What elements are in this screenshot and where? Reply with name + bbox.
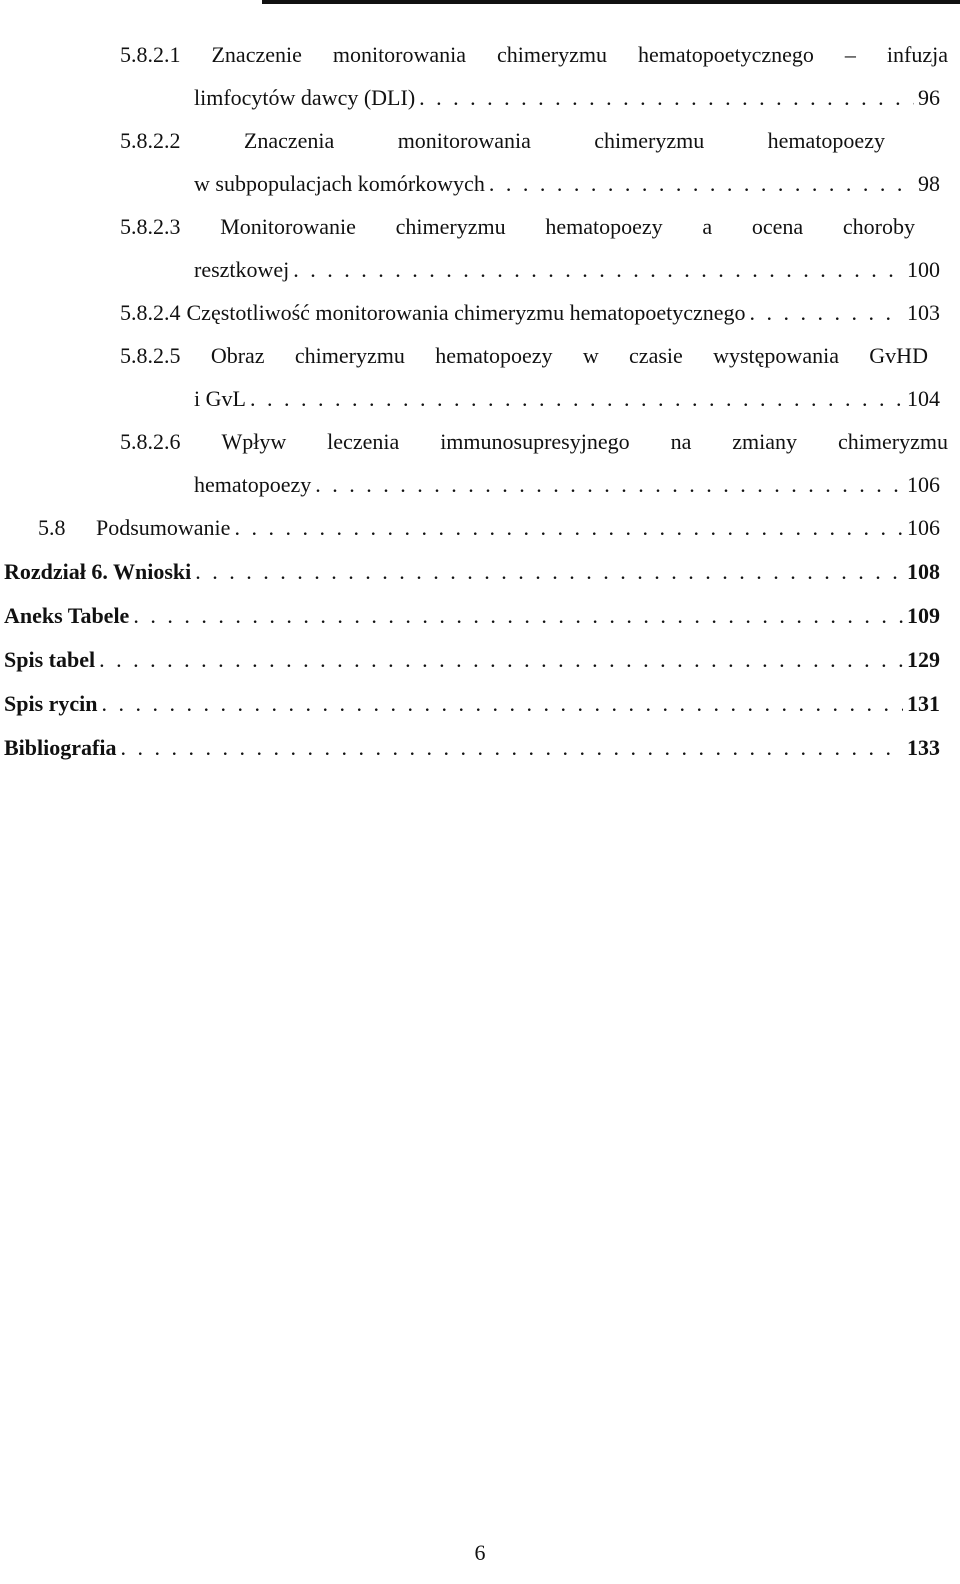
- toc-entry-5-8-2-5: [120, 343, 928, 369]
- toc-entry-title: resztkowej: [194, 257, 290, 282]
- toc-word: chimeryzmu: [395, 214, 506, 239]
- toc-word: Obraz: [210, 343, 265, 368]
- header-rule: [262, 0, 960, 4]
- toc-word: GvHD: [869, 343, 928, 368]
- toc-entry-title: i GvL: [194, 386, 246, 411]
- toc-entry-5-8-2-2-continuation: [194, 171, 940, 197]
- toc-word: chimeryzmu: [594, 128, 705, 153]
- toc-entry-bibliografia: [4, 735, 940, 761]
- toc-word: immunosupresyjnego: [440, 429, 630, 454]
- toc-word: leczenia: [327, 429, 400, 454]
- toc-word: monitorowania: [332, 42, 467, 67]
- toc-page-number: 96: [918, 85, 940, 110]
- dot-leader: [250, 386, 903, 412]
- toc-entry-number: 5.8.2.4: [120, 300, 181, 325]
- toc-entry-number: 5.8.2.3: [120, 214, 181, 239]
- toc-page-number: 106: [907, 472, 940, 497]
- toc-entry-title: w subpopulacjach komórkowych: [194, 171, 485, 196]
- toc-word: hematopoezy: [767, 128, 885, 153]
- toc-entry-5-8-2-6-continuation: [194, 472, 940, 498]
- toc-page-number: 100: [907, 257, 940, 282]
- toc-entry-title: Spis rycin: [4, 691, 98, 716]
- toc-entry-number: 5.8.2.2: [120, 128, 181, 153]
- dot-leader: [489, 171, 914, 197]
- toc-page-number: 103: [907, 300, 940, 325]
- dot-leader: [419, 85, 914, 111]
- toc-word: choroby: [842, 214, 915, 239]
- toc-entry-number: 5.8.2.5: [120, 343, 181, 368]
- toc-entry-title: Podsumowanie: [96, 515, 231, 540]
- toc-word: chimeryzmu: [497, 42, 607, 67]
- toc-entry-number: 5.8.2.6: [120, 429, 181, 454]
- toc-entry-5-8-2-3: [120, 214, 915, 240]
- toc-word: ocena: [751, 214, 804, 239]
- toc-entry-5-8-2-1: [120, 42, 948, 68]
- toc-entry-5-8-2-3-continuation: [194, 257, 940, 283]
- toc-entry-5-8-2-4: [120, 300, 940, 326]
- toc-entry-5-8-2-6: [120, 429, 948, 455]
- toc-word: Znaczenie: [211, 42, 302, 67]
- toc-page-number: 106: [907, 515, 940, 540]
- toc-entry-title: limfocytów dawcy (DLI): [194, 85, 416, 110]
- dot-leader: [102, 691, 903, 717]
- toc-entry-title: Spis tabel: [4, 647, 96, 672]
- dot-leader: [234, 515, 903, 541]
- toc-word: hematopoezy: [545, 214, 663, 239]
- toc-word: Wpływ: [221, 429, 287, 454]
- toc-word: infuzja: [886, 42, 948, 67]
- toc-entry-5-8-2-1-continuation: [194, 85, 940, 111]
- toc-page-number: 104: [907, 386, 940, 411]
- dot-leader: [315, 472, 903, 498]
- toc-word: hematopoetycznego: [637, 42, 814, 67]
- toc-word: hematopoezy: [435, 343, 553, 368]
- page-number: 6: [474, 1540, 486, 1565]
- toc-entry-chapter-6: [4, 559, 940, 585]
- toc-word: monitorowania: [397, 128, 531, 153]
- dot-leader: [750, 300, 903, 326]
- toc-entry-number: 5.8: [38, 515, 66, 540]
- toc-page-number: 129: [907, 647, 940, 672]
- toc-entry-spis-tabel: [4, 647, 940, 673]
- toc-entry-title: Bibliografia: [4, 735, 117, 760]
- toc-entry-5-8-2-5-continuation: [194, 386, 940, 412]
- toc-entry-title: Aneks Tabele: [4, 603, 130, 628]
- toc-page-number: 133: [907, 735, 940, 760]
- dot-leader: [195, 559, 903, 585]
- toc-word: czasie: [629, 343, 683, 368]
- dot-leader: [133, 603, 903, 629]
- toc-entry-aneks-tabele: [4, 603, 940, 629]
- toc-word: Znaczenia: [243, 128, 335, 153]
- toc-page-number: 109: [907, 603, 940, 628]
- toc-entry-5-8: [38, 515, 940, 541]
- toc-word: zmiany: [732, 429, 798, 454]
- toc-entry-title: Częstotliwość monitorowania chimeryzmu hematopoetycznego: [186, 300, 746, 325]
- toc-entry-5-8-2-2: [120, 128, 885, 154]
- dot-leader: [120, 735, 903, 761]
- toc-page-number: 98: [918, 171, 940, 196]
- toc-page-number: 131: [907, 691, 940, 716]
- toc-entry-title: Rozdział 6. Wnioski: [4, 559, 192, 584]
- toc-entry-spis-rycin: [4, 691, 940, 717]
- toc-page-number: 108: [907, 559, 940, 584]
- toc-entry-title: hematopoezy: [194, 472, 312, 497]
- toc-word: Monitorowanie: [220, 214, 356, 239]
- toc-word: na: [670, 429, 692, 454]
- toc-entry-number: 5.8.2.1: [120, 42, 181, 67]
- dot-leader: [99, 647, 903, 673]
- toc-word: chimeryzmu: [294, 343, 405, 368]
- toc-word: –: [844, 42, 856, 67]
- toc-word: a: [702, 214, 713, 239]
- toc-word: w: [582, 343, 599, 368]
- toc-word: chimeryzmu: [838, 429, 948, 454]
- toc-word: występowania: [713, 343, 839, 368]
- dot-leader: [293, 257, 903, 283]
